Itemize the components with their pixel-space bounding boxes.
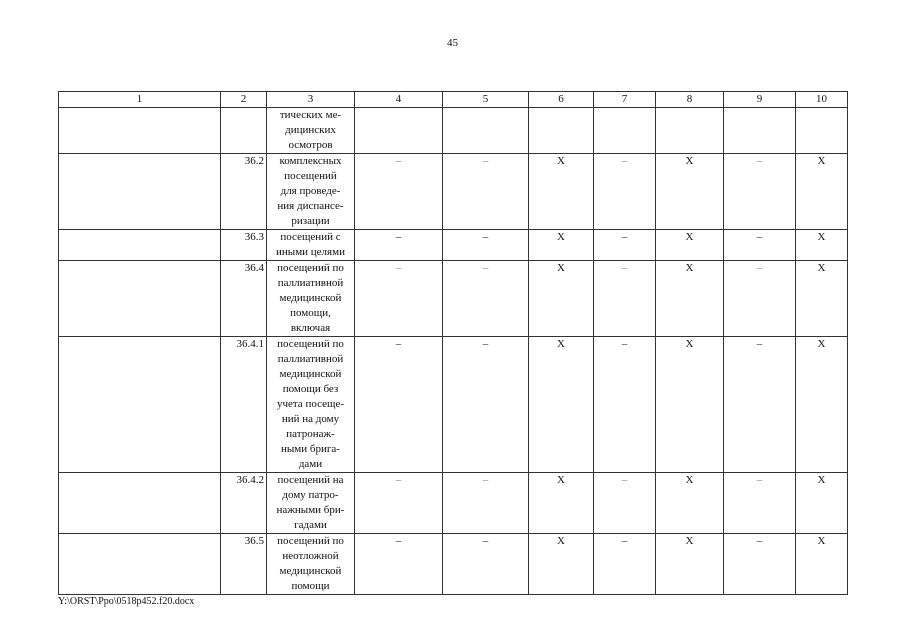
cell-value: – <box>443 473 529 534</box>
cell-value: Х <box>656 154 724 230</box>
cell-value <box>724 108 796 154</box>
cell-code: 36.3 <box>221 230 267 261</box>
cell-value <box>656 108 724 154</box>
cell-name-line: посещений по <box>277 338 344 350</box>
cell-name-line: помощи <box>291 580 330 592</box>
cell-value: – <box>355 337 443 473</box>
cell-name-line: патронаж- <box>286 428 335 440</box>
cell-value: – <box>724 261 796 337</box>
cell-col1 <box>59 154 221 230</box>
cell-value: – <box>594 154 656 230</box>
cell-value: – <box>355 154 443 230</box>
cell-value <box>443 108 529 154</box>
cell-value: Х <box>656 534 724 595</box>
column-header: 6 <box>529 92 594 108</box>
cell-value: – <box>355 534 443 595</box>
cell-name <box>267 230 355 261</box>
cell-name-line: ний на дому <box>281 413 340 425</box>
cell-name-line: включая <box>290 322 331 334</box>
cell-name-line: нажными бри- <box>276 504 345 516</box>
cell-name-line: дами <box>298 458 323 470</box>
cell-name-line: учета посеще- <box>276 398 345 410</box>
header-row <box>59 92 848 108</box>
cell-value: – <box>355 473 443 534</box>
column-header: 5 <box>443 92 529 108</box>
cell-value: Х <box>529 261 594 337</box>
cell-value: – <box>724 473 796 534</box>
cell-name-line: паллиативной <box>277 353 344 365</box>
cell-code <box>221 108 267 154</box>
cell-code: 36.4.2 <box>221 473 267 534</box>
cell-name <box>267 534 355 595</box>
cell-name-line: посещений по <box>277 535 344 547</box>
cell-name-line: иными целями <box>276 246 345 258</box>
cell-name-line: комплексных <box>279 155 342 167</box>
cell-value: Х <box>656 473 724 534</box>
cell-value: Х <box>796 337 848 473</box>
cell-name-line: посещений по <box>277 262 344 274</box>
cell-value: – <box>724 154 796 230</box>
cell-name-line: медицинской <box>279 565 342 577</box>
cell-value: Х <box>529 230 594 261</box>
cell-value: Х <box>656 230 724 261</box>
cell-col1 <box>59 534 221 595</box>
page-number: 45 <box>447 37 458 49</box>
cell-name-line: дому патро- <box>282 489 339 501</box>
cell-value: Х <box>656 261 724 337</box>
cell-value: Х <box>529 154 594 230</box>
cell-value: – <box>594 473 656 534</box>
cell-name-line: паллиативной <box>277 277 344 289</box>
footer-file-path: Y:\ORST\Ppo\0518p452.f20.docx <box>58 596 195 607</box>
cell-value: – <box>443 534 529 595</box>
cell-name-line: помощи, <box>290 307 331 319</box>
table-row <box>59 154 848 230</box>
cell-name-line: ния диспансе- <box>277 200 344 212</box>
cell-col1 <box>59 230 221 261</box>
cell-value <box>594 108 656 154</box>
table-body <box>59 108 848 595</box>
cell-value: Х <box>529 337 594 473</box>
cell-value: – <box>594 230 656 261</box>
cell-value: – <box>443 337 529 473</box>
column-header: 4 <box>355 92 443 108</box>
cell-value <box>355 108 443 154</box>
cell-name-line: помощи без <box>282 383 339 395</box>
cell-value: – <box>443 230 529 261</box>
cell-value: – <box>594 261 656 337</box>
column-header: 8 <box>656 92 724 108</box>
cell-value: Х <box>529 534 594 595</box>
cell-name-line: медицинской <box>279 292 342 304</box>
cell-name <box>267 108 355 154</box>
cell-value: – <box>594 337 656 473</box>
cell-value: – <box>355 230 443 261</box>
cell-code: 36.4 <box>221 261 267 337</box>
cell-name-line: для проведе- <box>280 185 341 197</box>
cell-code: 36.5 <box>221 534 267 595</box>
cell-name-line: ризации <box>291 215 330 227</box>
data-table <box>58 91 848 595</box>
column-header: 9 <box>724 92 796 108</box>
cell-value: – <box>724 230 796 261</box>
cell-col1 <box>59 261 221 337</box>
column-header: 1 <box>59 92 221 108</box>
table-row <box>59 473 848 534</box>
cell-name-line: гадами <box>294 519 327 531</box>
column-header: 3 <box>267 92 355 108</box>
cell-value: Х <box>796 473 848 534</box>
column-header: 7 <box>594 92 656 108</box>
cell-value: Х <box>796 261 848 337</box>
cell-col1 <box>59 337 221 473</box>
cell-name-line: посещений с <box>280 231 341 243</box>
cell-value: Х <box>796 154 848 230</box>
cell-name-line: тических ме- <box>279 109 342 121</box>
cell-value: Х <box>796 534 848 595</box>
cell-value: – <box>724 337 796 473</box>
cell-name-line: посещений <box>284 170 337 182</box>
cell-name-line: медицинской <box>279 368 342 380</box>
cell-name-line: дицинских <box>285 124 336 136</box>
cell-name-line: ными брига- <box>281 443 340 455</box>
cell-code: 36.2 <box>221 154 267 230</box>
column-header: 2 <box>221 92 267 108</box>
cell-value: Х <box>796 230 848 261</box>
table-row <box>59 534 848 595</box>
cell-value <box>796 108 848 154</box>
table-row <box>59 230 848 261</box>
cell-value: Х <box>529 473 594 534</box>
cell-col1 <box>59 108 221 154</box>
cell-name-line: неотложной <box>282 550 339 562</box>
cell-name <box>267 261 355 337</box>
cell-value: – <box>355 261 443 337</box>
cell-col1 <box>59 473 221 534</box>
cell-value <box>529 108 594 154</box>
cell-name <box>267 337 355 473</box>
cell-value: – <box>724 534 796 595</box>
cell-value: Х <box>656 337 724 473</box>
table-row <box>59 337 848 473</box>
cell-value: – <box>594 534 656 595</box>
cell-value: – <box>443 154 529 230</box>
cell-name <box>267 154 355 230</box>
column-header: 10 <box>796 92 848 108</box>
cell-name <box>267 473 355 534</box>
table-row <box>59 108 848 154</box>
cell-value: – <box>443 261 529 337</box>
table-row <box>59 261 848 337</box>
cell-name-line: посещений на <box>277 474 344 486</box>
cell-code: 36.4.1 <box>221 337 267 473</box>
cell-name-line: осмотров <box>288 139 333 151</box>
